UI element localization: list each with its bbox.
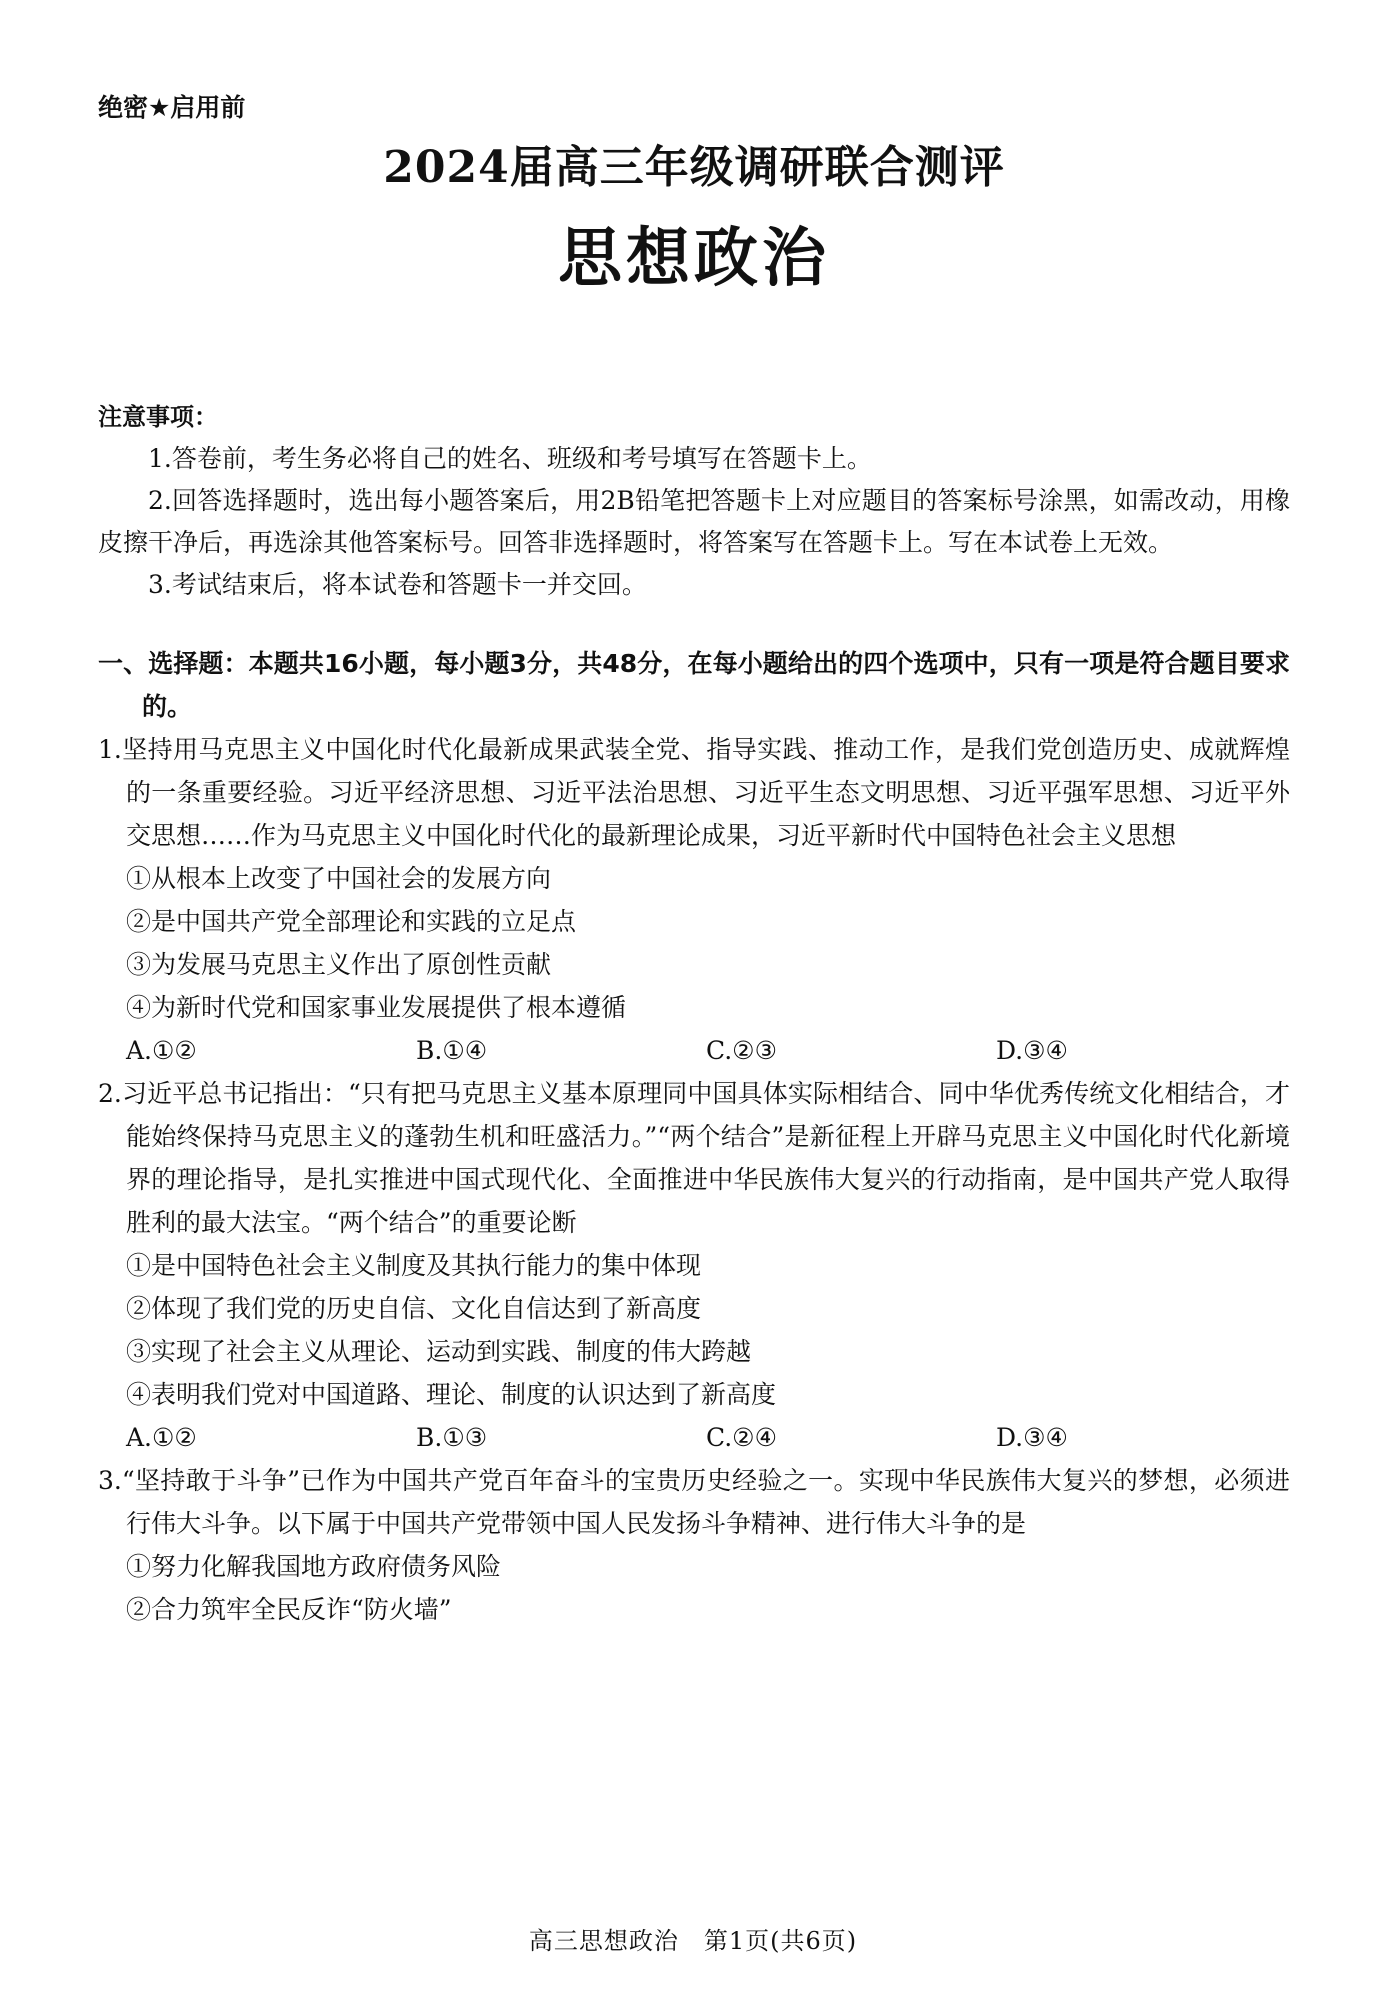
question-option: ④表明我们党对中国道路、理论、制度的认识达到了新高度 — [126, 1380, 777, 1409]
question-option: ②合力筑牢全民反诈“防火墙” — [126, 1595, 452, 1624]
question-stem: 3.“坚持敢于斗争”已作为中国共产党百年奋斗的宝贵历史经验之一。实现中华民族伟大复兴的梦想，必须进行伟大斗争。以下属于中国共产党带领中国人民发扬斗争精神、进行伟大斗争的是 — [98, 1466, 1290, 1538]
secret-mark: 绝密★启用前 — [98, 93, 246, 122]
question-stem: 1.坚持用马克思主义中国化时代化最新成果武装全党、指导实践、推动工作，是我们党创造历史、成就辉煌的一条重要经验。习近平经济思想、习近平法治思想、习近平生态文明思想、习近平强军思想、习近平外交思想……作为马克思主义中国化时代化的最新理论成果，习近平新时代中国特色社会主义思想 — [98, 735, 1290, 850]
choice-a: A.①② — [126, 1036, 197, 1065]
question-option: ②是中国共产党全部理论和实践的立足点 — [126, 907, 577, 936]
page-footer: 高三思想政治 第1页(共6页) — [528, 1927, 858, 1955]
choice-c: C.②③ — [706, 1036, 778, 1065]
question-option: ③实现了社会主义从理论、运动到实践、制度的伟大跨越 — [126, 1337, 752, 1366]
question-option: ④为新时代党和国家事业发展提供了根本遵循 — [126, 993, 627, 1022]
question-option: ①努力化解我国地方政府债务风险 — [126, 1552, 502, 1581]
notice-heading: 注意事项： — [98, 403, 218, 431]
question-3 — [98, 1459, 1290, 1631]
choice-d: D.③④ — [996, 1036, 1068, 1065]
choice-c: C.②④ — [706, 1423, 778, 1452]
question-1 — [98, 728, 1290, 1072]
choice-b: B.①④ — [416, 1036, 488, 1065]
question-2 — [98, 1072, 1290, 1459]
question-option: ①是中国特色社会主义制度及其执行能力的集中体现 — [126, 1251, 702, 1280]
notice-item-2: 2.回答选择题时，选出每小题答案后，用2B铅笔把答题卡上对应题目的答案标号涂黑，如需改动，用橡皮擦干净后，再选涂其他答案标号。回答非选择题时，将答案写在答题卡上。写在本试卷上无效。 — [98, 486, 1290, 557]
notice-item-3: 3.考试结束后，将本试卷和答题卡一并交回。 — [148, 570, 647, 599]
choice-b: B.①③ — [416, 1423, 488, 1452]
section-heading: 一、选择题：本题共16小题，每小题3分，共48分，在每小题给出的四个选项中，只有一项是符合题目要求的。 — [98, 649, 1290, 721]
answer-choices — [98, 1416, 1290, 1459]
exam-title: 2024届高三年级调研联合测评 — [383, 142, 1005, 193]
choice-d: D.③④ — [996, 1423, 1068, 1452]
question-stem: 2.习近平总书记指出：“只有把马克思主义基本原理同中国具体实际相结合、同中华优秀传统文化相结合，才能始终保持马克思主义的蓬勃生机和旺盛活力。”“两个结合”是新征程上开辟马克思主义中国化时代化新境界的理论指导，是扎实推进中国式现代化、全面推进中华民族伟大复兴的行动指南，是中国共产党人取得胜利的最大法宝。“两个结合”的重要论断 — [98, 1079, 1290, 1237]
question-option: ③为发展马克思主义作出了原创性贡献 — [126, 950, 552, 979]
choice-a: A.①② — [126, 1423, 197, 1452]
subject-title: 思想政治 — [558, 222, 830, 296]
question-option: ②体现了我们党的历史自信、文化自信达到了新高度 — [126, 1294, 702, 1323]
question-option: ①从根本上改变了中国社会的发展方向 — [126, 864, 552, 893]
answer-choices — [98, 1029, 1290, 1072]
notice-item-1: 1.答卷前，考生务必将自己的姓名、班级和考号填写在答题卡上。 — [148, 444, 872, 473]
notice-section — [98, 396, 1290, 606]
